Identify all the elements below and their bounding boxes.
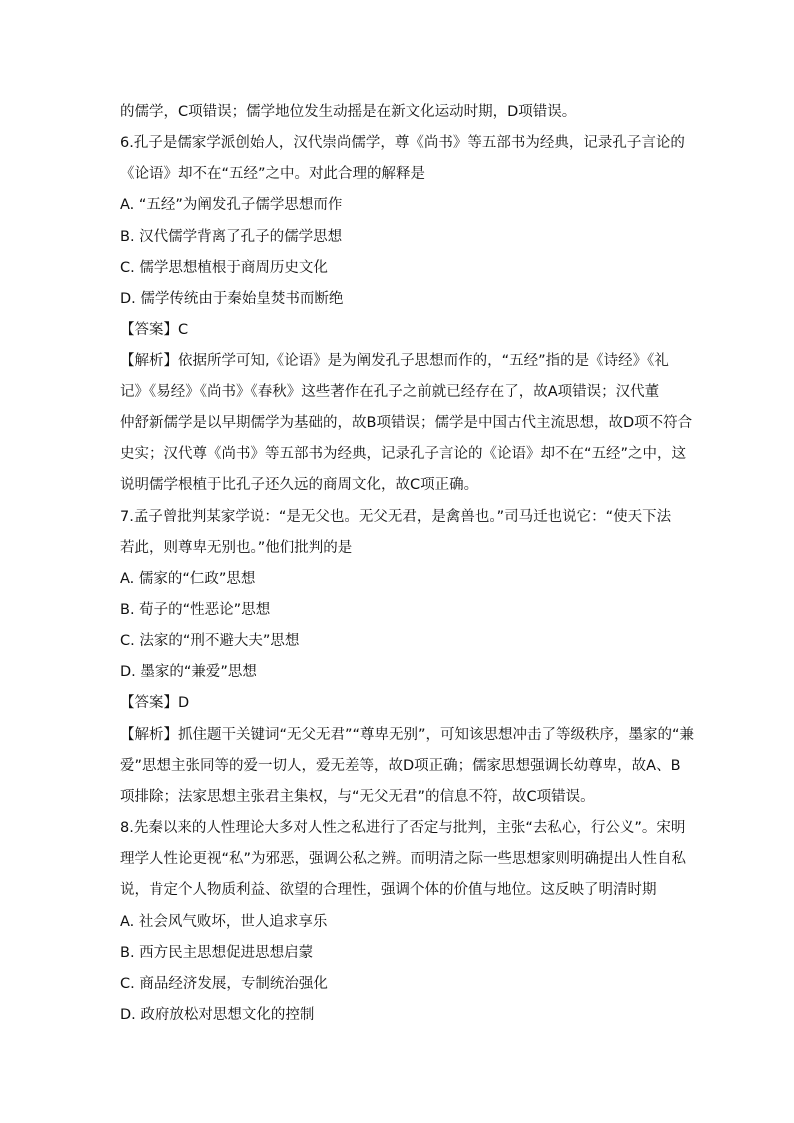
question-7-answer: 【答案】D [120, 695, 190, 711]
question-6-analysis-cont: 仲舒新儒学是以早期儒学为基础的，故B项错误；儒学是中国古代主流思想，故D项不符合 [120, 415, 693, 431]
question-6-analysis: 【解析】依据所学可知,《论语》是为阐发孔子思想而作的，“五经”指的是《诗经》《礼 [120, 353, 669, 369]
question-6-option-c: C. 儒学思想植根于商周历史文化 [120, 260, 328, 276]
question-6-answer: 【答案】C [120, 322, 189, 338]
question-7-option-d: D. 墨家的“兼爱”思想 [120, 664, 257, 680]
question-6-option-a: A. “五经”为阐发孔子儒学思想而作 [120, 197, 343, 213]
question-8-stem-cont: 说，肯定个人物质利益、欲望的合理性，强调个体的价值与地位。这反映了明清时期 [120, 882, 657, 898]
question-6-stem-cont: 《论语》却不在“五经”之中。对此合理的解释是 [120, 166, 426, 182]
question-7-analysis: 【解析】抓住题干关键词“无父无君”“尊卑无别”，可知该思想冲击了等级秩序，墨家的“兼 [120, 727, 695, 743]
question-6-option-b: B. 汉代儒学背离了孔子的儒学思想 [120, 229, 343, 245]
question-7-option-a: A. 儒家的“仁政”思想 [120, 571, 256, 587]
question-8-option-d: D. 政府放松对思想文化的控制 [120, 1007, 315, 1023]
question-8-option-c: C. 商品经济发展，专制统治强化 [120, 976, 328, 992]
question-7-option-c: C. 法家的“刑不避大夫”思想 [120, 633, 300, 649]
question-6-option-d: D. 儒学传统由于秦始皇焚书而断绝 [120, 291, 344, 307]
question-8-option-b: B. 西方民主思想促进思想启蒙 [120, 945, 314, 961]
question-7-stem: 7.孟子曾批判某家学说：“是无父也。无父无君，是禽兽也。”司马迁也说它：“使天下法 [120, 509, 672, 525]
question-6-analysis-cont: 说明儒学根植于比孔子还久远的商周文化，故C项正确。 [120, 477, 479, 493]
question-8-option-a: A. 社会风气败坏，世人追求享乐 [120, 914, 328, 930]
question-7-option-b: B. 荀子的“性恶论”思想 [120, 602, 271, 618]
question-6-analysis-cont: 记》《易经》《尚书》《春秋》这些著作在孔子之前就已经存在了，故A项错误；汉代董 [120, 384, 660, 400]
question-7-analysis-cont: 项排除；法家思想主张君主集权，与“无父无君”的信息不符，故C项错误。 [120, 789, 595, 805]
question-6-stem: 6.孔子是儒家学派创始人，汉代崇尚儒学，尊《尚书》等五部书为经典，记录孔子言论的 [120, 135, 685, 151]
question-7-stem-cont: 若此，则尊卑无别也。”他们批判的是 [120, 540, 353, 556]
question-8-stem: 8.先秦以来的人性理论大多对人性之私进行了否定与批判，主张“去私心，行公义”。宋明 [120, 820, 686, 836]
text-line: 的儒学，C项错误；儒学地位发生动摇是在新文化运动时期，D项错误。 [120, 104, 577, 120]
question-8-stem-cont: 理学人性论更视“私”为邪恶，强调公私之辨。而明清之际一些思想家则明确提出人性自私 [120, 851, 687, 867]
question-6-analysis-cont: 史实；汉代尊《尚书》等五部书为经典，记录孔子言论的《论语》却不在“五经”之中，这 [120, 446, 687, 462]
question-7-analysis-cont: 爱”思想主张同等的爱一切人，爱无差等，故D项正确；儒家思想强调长幼尊卑，故A、B [120, 758, 681, 774]
